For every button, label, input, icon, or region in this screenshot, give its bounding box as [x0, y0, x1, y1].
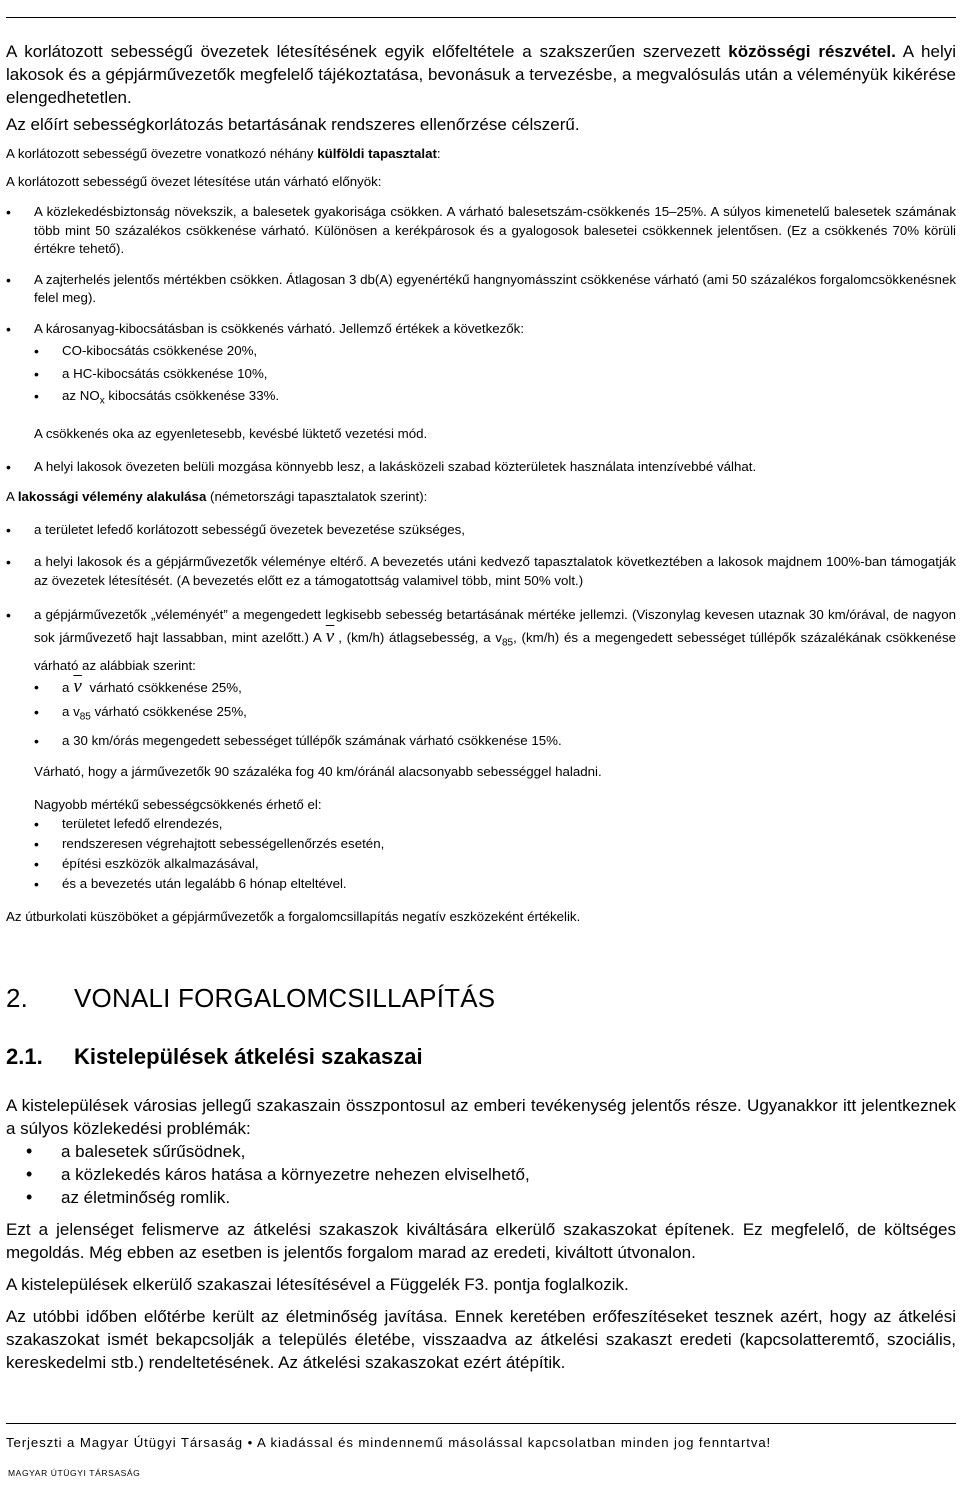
- opinion-need: • a területet lefedő korlátozott sebességű övezetek bevezetése szükséges,: [6, 521, 956, 540]
- benefits-list: [6, 203, 956, 476]
- benefits-intro: A korlátozott sebességű övezet létesítése után várható előnyök:: [6, 173, 382, 189]
- more-reduction-list: [34, 814, 956, 894]
- intro-paragraph: A korlátozott sebességű övezetek létesítésének egyik előfeltétele a szakszerűen szervezett közösségi részvétel. A helyi lakosok és a gépjárművezetők megfelelő tájékoztatása, bevonásuk a tervezésbe, a megvalósulás után a véleményük kikérése elengedhetetlen.: [6, 42, 956, 107]
- problem-environment: • a közlekedés káros hatása a környezetre nehezen elviselhető,: [6, 1163, 956, 1186]
- reduction-reason: A csökkenés oka az egyenletesebb, kevésbé lüktető vezetési mód.: [34, 426, 428, 442]
- footer-rule: [6, 1423, 956, 1424]
- reduction-v85: • a $v_{85}$ várható csökkenése 25%,: [34, 702, 956, 728]
- opinion-drivers: • a gépjárművezetők „véleményét” a megengedett legkisebb sebesség betartásának mértéke jellemzi. (Viszonylag kevesen utaznak 30 km/órával, de nagyon sok járművezető hajt lassabban, mint azelőtt.) A $\overline{v}$ , (km/h) átlagsebesség, a $v_{85}$, (km/h) és a megengedett sebességet túllépők százalékának csökkenése várható az alábbiak szerint: • a $\overline{v}$ várható csökkenése 25%, • a $v_{85}$ várható csökkenése 25%, • a 30 km/órás megengedett sebességet túllépők számának várható csökkenése 15%. Várható, hogy a járművezetők 90 százaléka fog 40 km/óránál alacsonyabb sebességgel haladni. Nagyobb mértékű sebességcsökkenés érhető el: • területet lefedő elrendezés, • rendszeresen végrehajtott sebességellenőrzés esetén, • építési eszközök alkalmazásával, • és a bevezetés után legalább 6 hónap elteltével.: [6, 604, 956, 894]
- more-item-3: • építési eszközök alkalmazásával,: [34, 854, 956, 874]
- document-body: [6, 40, 956, 1374]
- foreign-experience-heading: A korlátozott sebességű övezetre vonatkozó néhány külföldi tapasztalat:: [6, 146, 441, 161]
- more-item-2: • rendszeresen végrehajtott sebességellenőrzés esetén,: [34, 834, 956, 854]
- thresholds-text: Az útburkolati küszöböket a gépjárművezetők a forgalomcsillapítás negatív eszközeként értékelik.: [6, 909, 581, 925]
- benefit-safety: • A közlekedésbiztonság növekszik, a balesetek gyakorisága csökken. A várható balesetszám-csökkenés 15–25%. A súlyos kimenetelű balesetek számának több mint 50 százalékos csökkenése várható. Különösen a kerékpárosok és a gyalogosok balesetei csökkennek jelentősen. (Ez a csökkenés 70% körüli értékre tehető).: [6, 203, 956, 259]
- benefit-mobility: • A helyi lakosok övezeten belüli mozgása könnyebb lesz, a lakásközeli szabad közterületek használata intenzívebbé válhat.: [6, 458, 956, 477]
- emission-nox: • az $NO_x$ kibocsátás csökkenése 33%.: [34, 387, 956, 411]
- society-logo: MAGYAR ÚTÜGYI TÁRSASÁG: [8, 1468, 141, 1478]
- speed-reduction-list: [34, 677, 956, 752]
- appendix-paragraph: A kistelepülések elkerülő szakaszai létesítésével a Függelék F3. pontja foglalkozik.: [6, 1274, 629, 1294]
- bypass-paragraph: Ezt a jelenséget felismerve az átkelési szakaszok kiváltására elkerülő szakaszokat építenek. Ez megfelelő, de költséges megoldás. Még ebben az esetben is jelentős forgalom marad az eredeti, kiváltott útvonalon.: [6, 1219, 956, 1262]
- emissions-text: A károsanyag-kibocsátásban is csökkenés várható. Jellemző értékek a következők:: [34, 320, 525, 336]
- opinion-differ: • a helyi lakosok és a gépjárművezetők véleménye eltérő. A bevezetés utáni kedvező tapasztalatok következtében a lakosok majdnem 100%-ban támogatják az övezetek létesítését. (A bevezetés előtt ez a támogatottság valamivel több, mint 50% volt.): [6, 553, 956, 590]
- problem-accidents: • a balesetek sűrűsödnek,: [6, 1140, 956, 1163]
- section-2-heading: 2. VONALI FORGALOMCSILLAPÍTÁS: [6, 982, 496, 1013]
- more-reduction-intro: Nagyobb mértékű sebességcsökkenés érhető el:: [34, 796, 322, 812]
- expectation-text: Várható, hogy a járművezetők 90 százaléka fog 40 km/óránál alacsonyabb sebességgel haladni.: [34, 764, 602, 780]
- emissions-list: [34, 342, 956, 411]
- quality-paragraph: Az utóbbi időben előtérbe került az életminőség javítása. Ennek keretében erőfeszítéseket tesznek azért, hogy az átkelési szakaszokat ismét bekapcsolják a település életébe, visszaadva az átkelési szakaszt eredeti (kapcsolatteremtő, szociális, kereskedelmi stb.) rendeltetésének. Az átkelési szakaszokat ezért átépítik.: [6, 1306, 956, 1372]
- opinion-list: [6, 521, 956, 895]
- more-item-4: • és a bevezetés után legalább 6 hónap elteltével.: [34, 874, 956, 894]
- top-rule: [6, 17, 956, 18]
- emission-hc: • a HC-kibocsátás csökkenése 10%,: [34, 365, 956, 384]
- monitoring-paragraph: Az előírt sebességkorlátozás betartásának rendszeres ellenőrzése célszerű.: [6, 115, 580, 134]
- reduction-mean: • a $\overline{v}$ várható csökkenése 25%,: [34, 677, 956, 698]
- section-2-1-heading: 2.1. Kistelepülések átkelési szakaszai: [6, 1043, 423, 1069]
- footer-text: Terjeszti a Magyar Útügyi Társaság • A kiadással és mindennemű másolással kapcsolatban minden jog fenntartva!: [6, 1435, 772, 1450]
- problem-quality: • az életminőség romlik.: [6, 1186, 956, 1209]
- benefit-noise: • A zajterhelés jelentős mértékben csökken. Átlagosan 3 db(A) egyenértékű hangnyomásszint csökkenése várható (ami 50 százalékos forgalomcsökkenésnek felel meg).: [6, 271, 956, 308]
- section-2-1-intro: A kistelepülések városias jellegű szakaszain összpontosul az emberi tevékenység jelentős része. Ugyanakkor itt jelentkeznek a súlyos közlekedési problémák:: [6, 1095, 956, 1138]
- emission-co: • CO-kibocsátás csökkenése 20%,: [34, 342, 956, 361]
- mean-speed-symbol: $\overline{v}$: [325, 626, 335, 648]
- reduction-speeders: • a 30 km/órás megengedett sebességet túllépők számának várható csökkenése 15%.: [34, 731, 956, 751]
- benefit-emissions: [6, 320, 956, 444]
- opinion-heading: A lakossági vélemény alakulása (németországi tapasztalatok szerint):: [6, 489, 428, 505]
- more-item-1: • területet lefedő elrendezés,: [34, 814, 956, 834]
- problems-list: [6, 1140, 956, 1209]
